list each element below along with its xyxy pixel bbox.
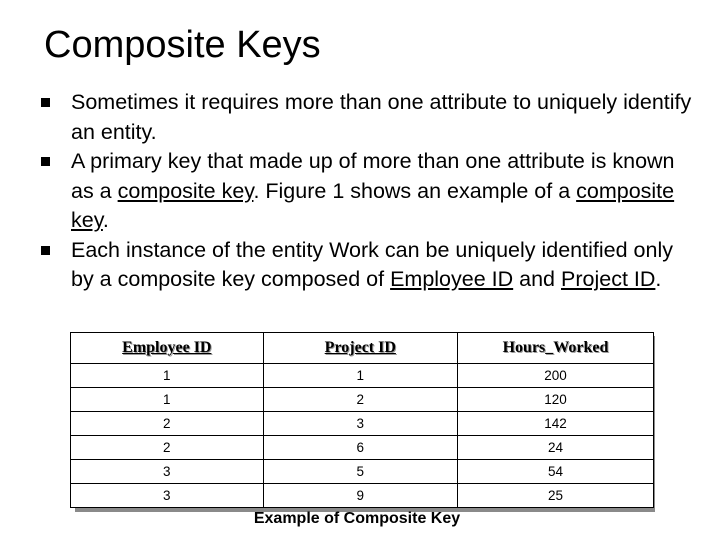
table-cell: 3 — [71, 460, 264, 484]
table-cell: 1 — [263, 364, 457, 388]
table-cell: 25 — [457, 484, 653, 508]
slide-title: Composite Keys — [44, 24, 321, 66]
composite-key-table — [70, 332, 654, 508]
bullet-text: Sometimes it requires more than one attribute to uniquely identify an entity. — [71, 90, 692, 144]
table-cell: 54 — [457, 460, 653, 484]
bullet-text: . — [655, 267, 662, 291]
bullet-text: . — [102, 208, 109, 232]
table-row — [71, 460, 654, 484]
employee-id-term: Employee ID — [390, 267, 514, 291]
header-hours-worked: Hours_Worked — [457, 333, 653, 364]
bullet-text: . Figure 1 shows an example of a — [253, 178, 577, 203]
table-cell: 6 — [263, 436, 457, 460]
table-cell: 5 — [263, 460, 457, 484]
table-cell: 24 — [457, 436, 653, 460]
table-cell: 9 — [263, 484, 457, 508]
bullet-text: and — [513, 267, 561, 291]
table-cell: 2 — [71, 412, 264, 436]
bullet-item — [40, 147, 700, 236]
table-header-row — [71, 333, 654, 364]
table-cell: 200 — [457, 364, 653, 388]
table-cell: 3 — [71, 484, 264, 508]
bullet-item — [40, 88, 700, 147]
table-row — [71, 364, 654, 388]
table-cell: 1 — [71, 388, 264, 412]
table-row — [71, 484, 654, 508]
square-bullet-icon — [41, 157, 50, 166]
square-bullet-icon — [41, 246, 50, 255]
table-row — [71, 436, 654, 460]
bullet-text: A primary key that made up of more than one attribute is known as a — [71, 149, 675, 203]
table-cell: 3 — [263, 412, 457, 436]
table-cell: 1 — [71, 364, 264, 388]
bullet-list — [40, 88, 700, 295]
table-cell: 142 — [457, 412, 653, 436]
square-bullet-icon — [41, 98, 50, 107]
table-cell: 120 — [457, 388, 653, 412]
table-caption: Example of Composite Key — [253, 510, 461, 527]
composite-key-term: composite key — [117, 178, 254, 203]
project-id-term: Project ID — [561, 267, 656, 291]
table-row — [71, 388, 654, 412]
composite-key-term: composite key — [71, 178, 675, 232]
header-employee-id: Employee ID — [71, 333, 264, 364]
bullet-item — [40, 236, 700, 295]
table-row — [71, 412, 654, 436]
bullet-text: Each instance of the entity Work can be uniquely identified only by a composite key composed of — [71, 237, 673, 291]
header-project-id: Project ID — [263, 333, 457, 364]
table-cell: 2 — [263, 388, 457, 412]
table-cell: 2 — [71, 436, 264, 460]
